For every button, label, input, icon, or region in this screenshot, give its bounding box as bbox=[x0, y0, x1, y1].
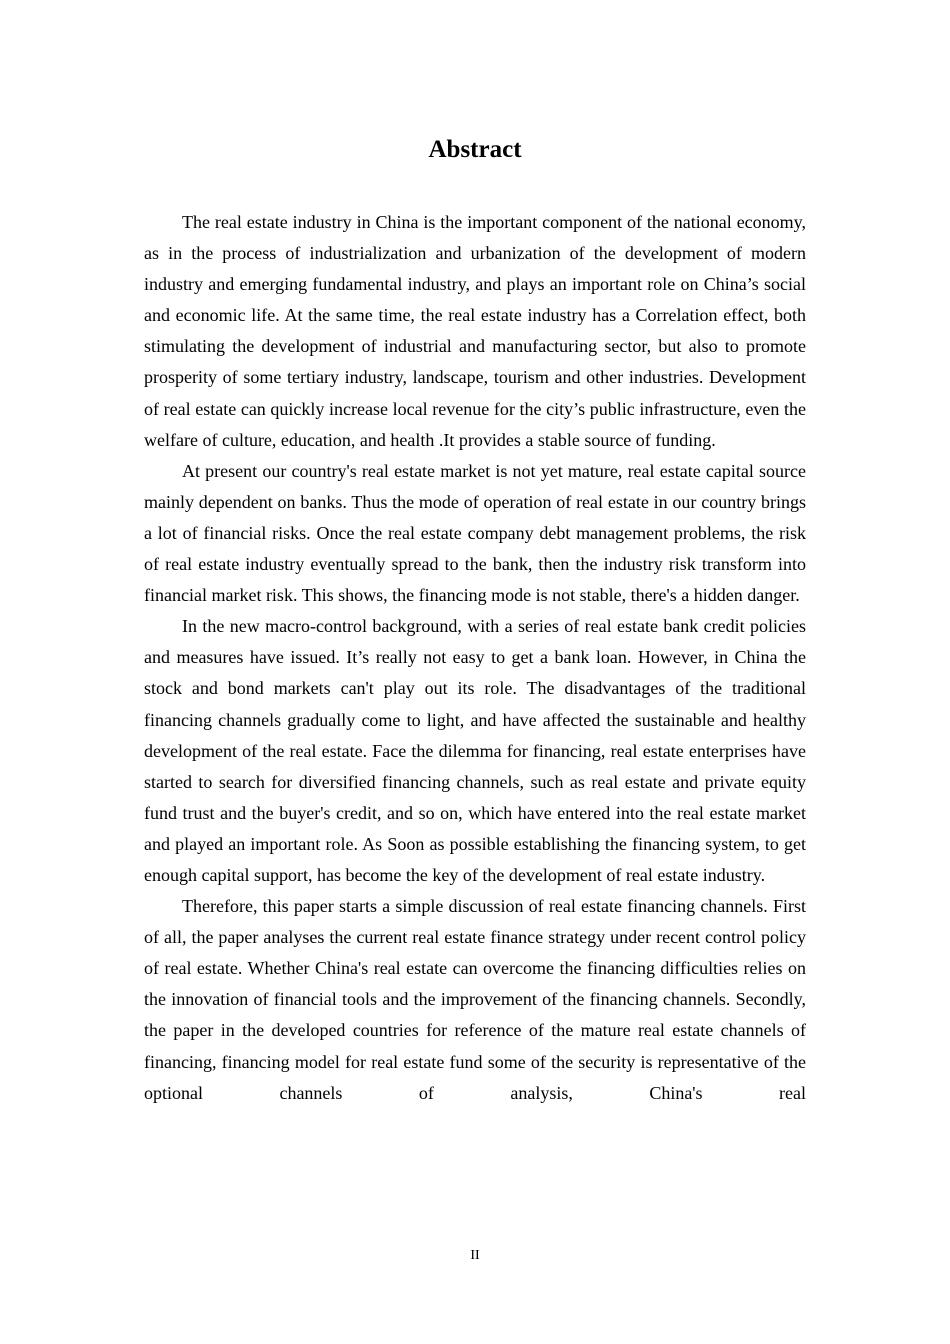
abstract-paragraph-1: The real estate industry in China is the important component of the national economy, as in the process of industrialization and urbanization of the development of modern industry and emerging fundamental industry, and plays an important role on China’s social and economic life. At the same time, the real estate industry has a Correlation effect, both stimulating the development of industrial and manufacturing sector, but also to promote prosperity of some tertiary industry, landscape, tourism and other industries. Development of real estate can quickly increase local revenue for the city’s public infrastructure, even the welfare of culture, education, and health .It provides a stable source of funding. bbox=[144, 212, 806, 450]
abstract-paragraph-4: Therefore, this paper starts a simple discussion of real estate financing channels. First of all, the paper analyses the current real estate finance strategy under recent control policy of real estate. Whether China's real estate can overcome the financing difficulties relies on the innovation of financial tools and the improvement of the financing channels. Secondly, the paper in the developed countries for reference of the mature real estate channels of financing, financing model for real estate fund some of the security is representative of the optional channels of analysis, China's real bbox=[144, 896, 806, 1103]
abstract-body bbox=[144, 207, 806, 1109]
page-title: Abstract bbox=[428, 136, 522, 163]
abstract-paragraph-2: At present our country's real estate market is not yet mature, real estate capital source mainly dependent on banks. Thus the mode of operation of real estate in our country brings a lot of financial risks. Once the real estate company debt management problems, the risk of real estate industry eventually spread to the bank, then the industry risk transform into financial market risk. This shows, the financing mode is not stable, there's a hidden danger. bbox=[144, 460, 806, 606]
page-number: II bbox=[470, 1248, 480, 1263]
abstract-paragraph-3: In the new macro-control background, with a series of real estate bank credit policies and measures have issued. It’s really not easy to get a bank loan. However, in China the stock and bond markets can't play out its role. The disadvantages of the traditional financing channels gradually come to light, and have affected the sustainable and healthy development of the real estate. Face the dilemma for financing, real estate enterprises have started to search for diversified financing channels, such as real estate and private equity fund trust and the buyer's credit, and so on, which have entered into the real estate market and played an important role. As Soon as possible establishing the financing system, to get enough capital support, has become the key of the development of real estate industry. bbox=[144, 616, 806, 885]
